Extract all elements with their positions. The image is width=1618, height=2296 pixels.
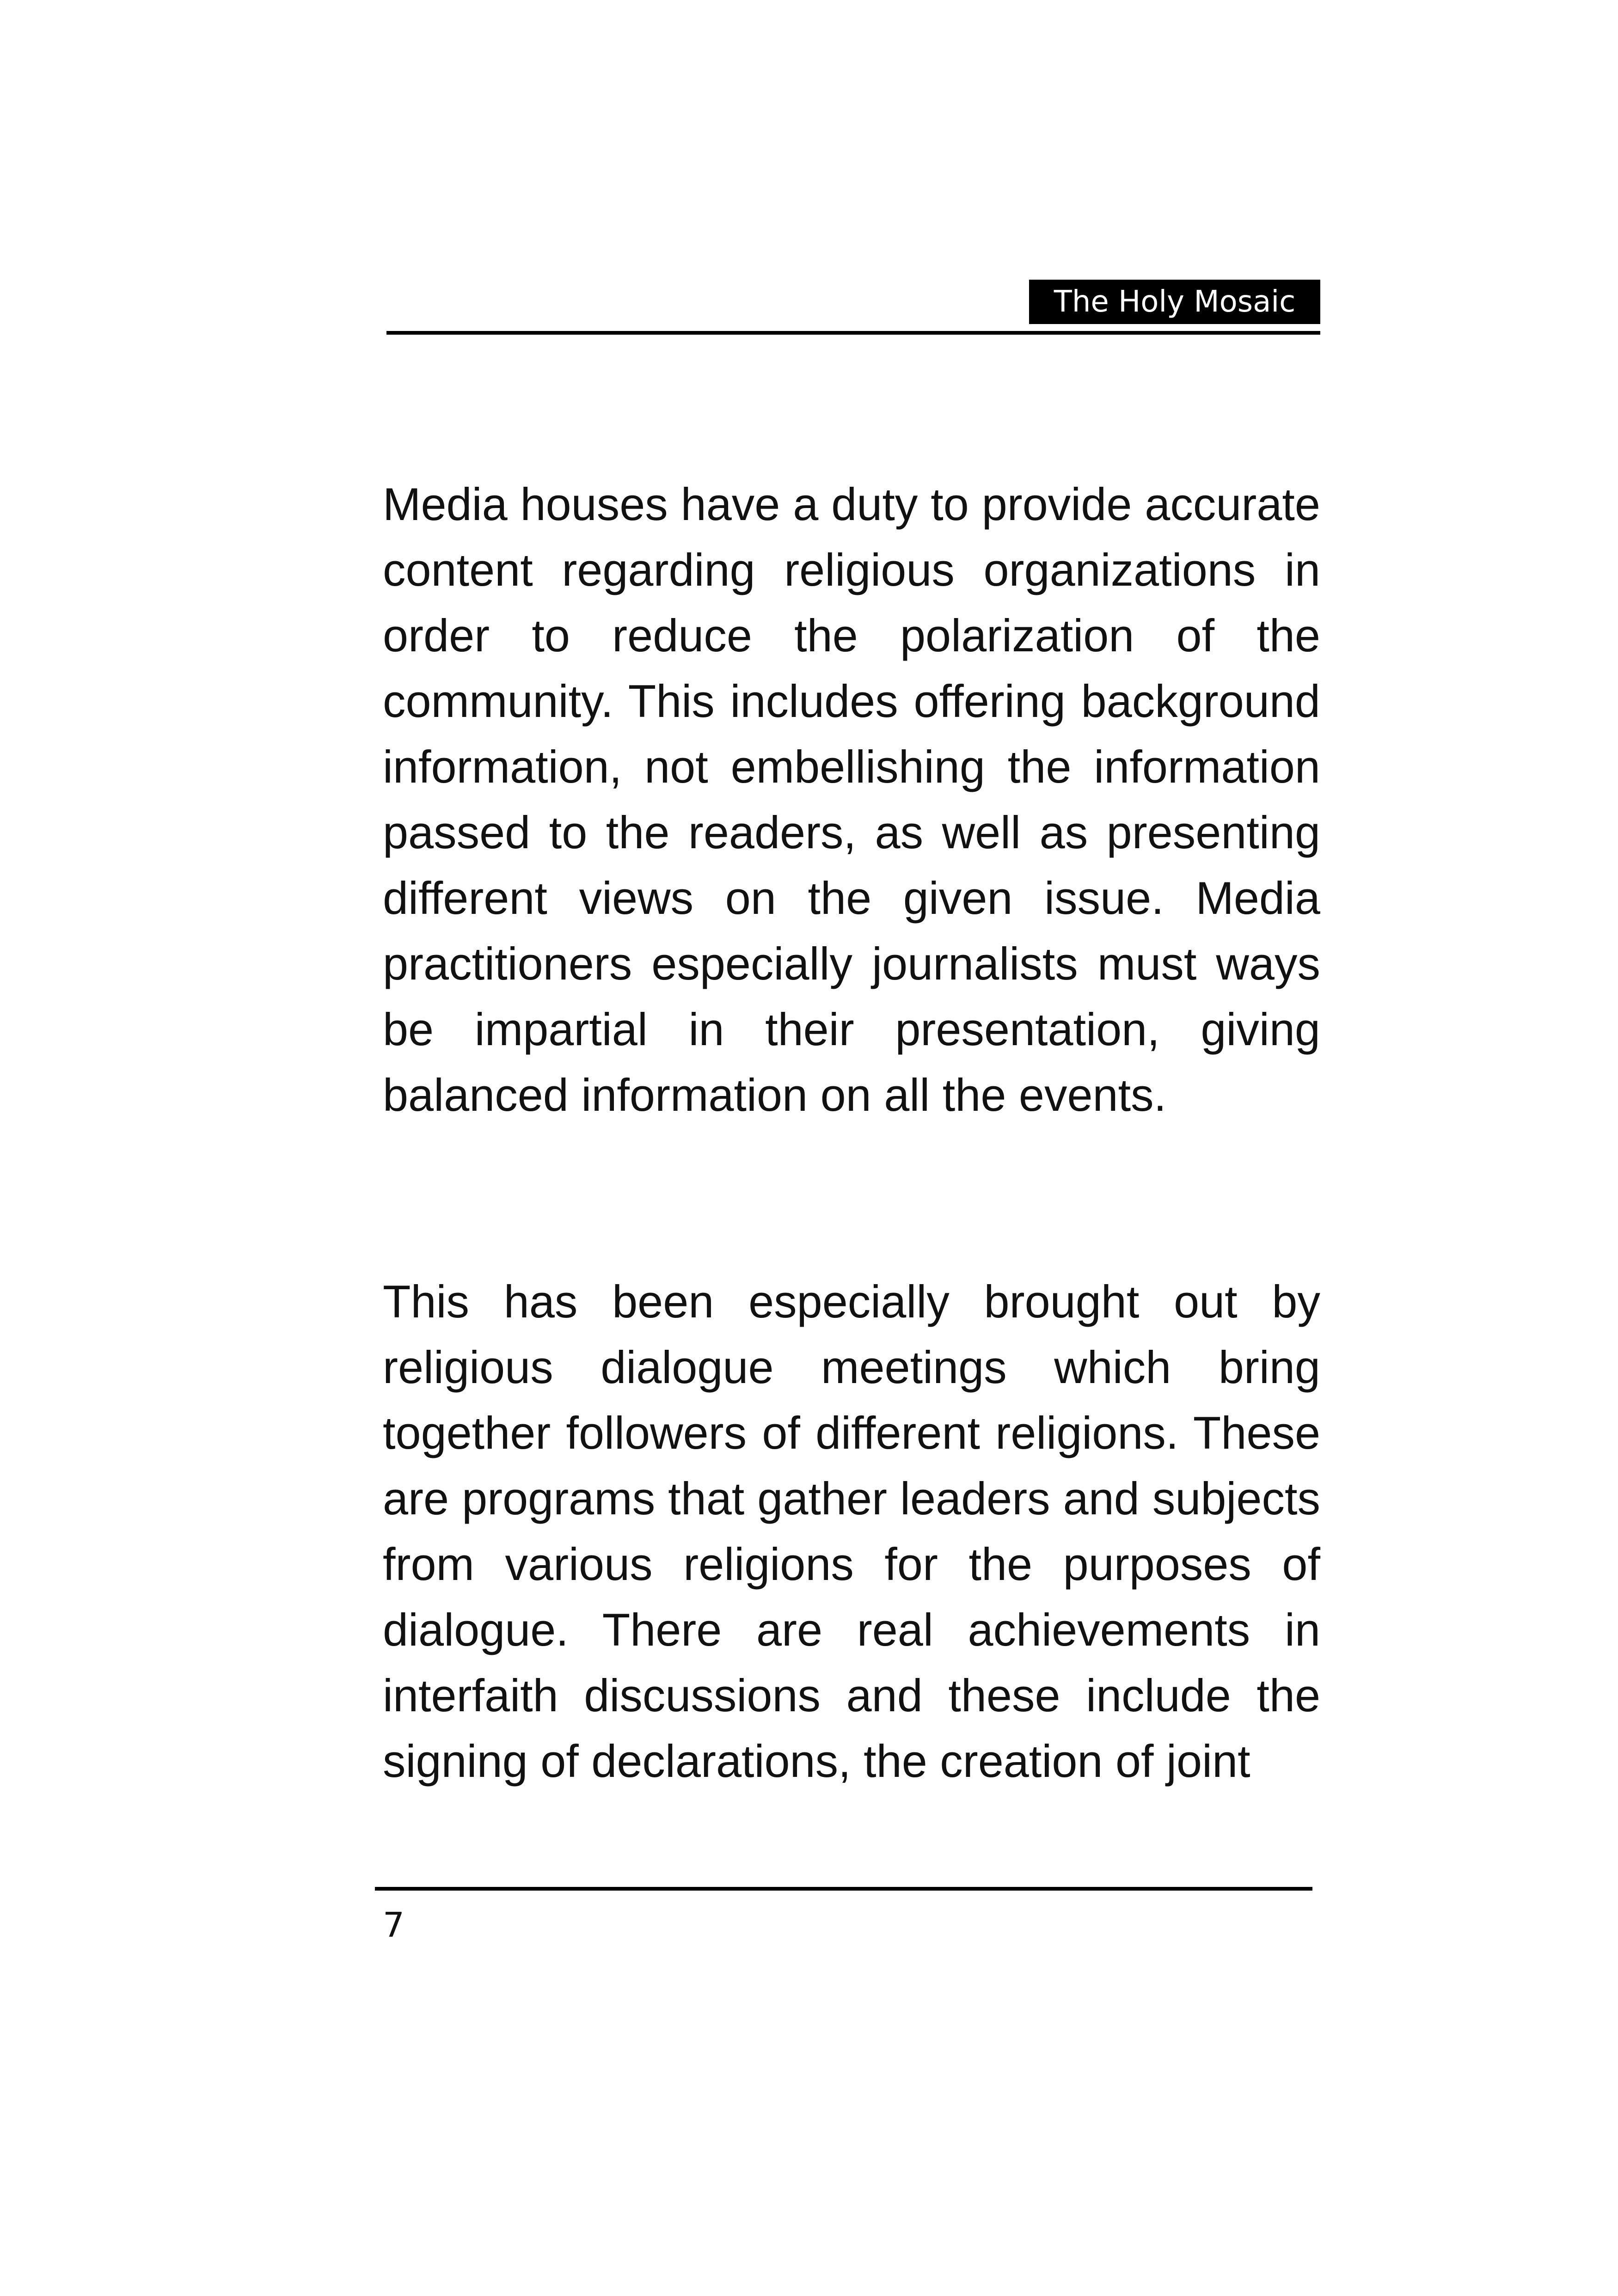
body-paragraph-2: This has been especially brought out by religious dialogue meetings which bring together followers of different religions. These are programs that gather leaders and subjects from various religions for the purposes of dialogue. There are real achievements in interfaith discussions and these include the signing of declarations, the creation of joint [383, 1276, 1320, 1787]
body-paragraph-1: Media houses have a duty to provide accurate content regarding religious organizations in order to reduce the polarization of the community. This includes offering background information, not embellishing the information passed to the readers, as well as presenting different views on the given issue. Media practitioners especially journalists must ways be impartial in their presentation, giving balanced information on all the events. [383, 478, 1320, 1120]
running-header-title: The Holy Mosaic [1029, 280, 1320, 324]
footer-divider [375, 1887, 1312, 1891]
header-divider [386, 331, 1320, 335]
page-number: 7 [383, 1905, 405, 1945]
